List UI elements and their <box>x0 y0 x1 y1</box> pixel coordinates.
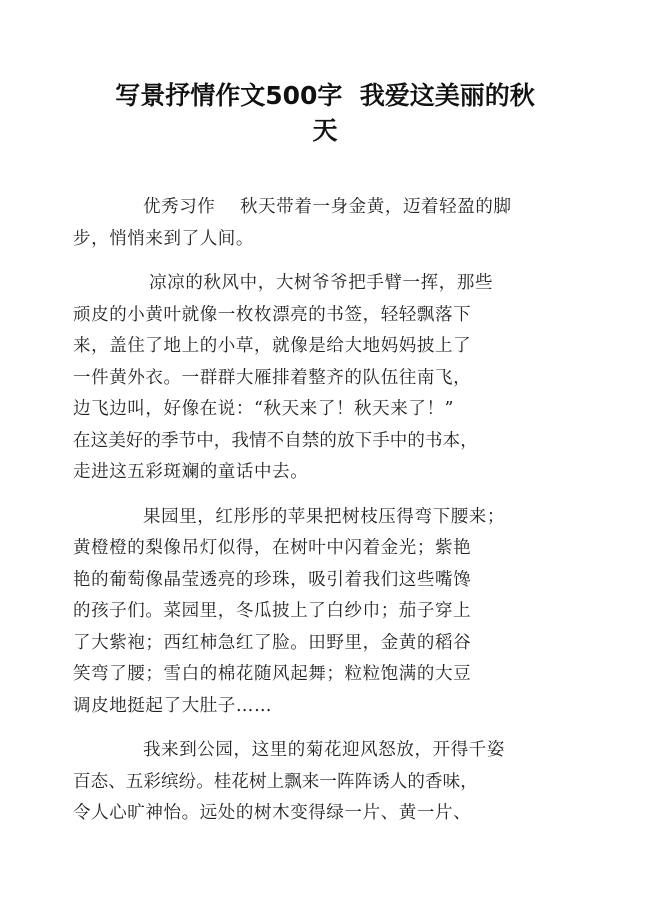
text-line: 凉凉的秋风中，大树爷爷把手臂一挥，那些 <box>143 273 494 293</box>
text-line: 我来到公园，这里的菊花迎风怒放，开得千姿 <box>143 740 505 760</box>
text-line: 艳的葡萄像晶莹透亮的珍珠，吸引着我们这些嘴馋 <box>73 569 472 590</box>
text-line: 步，悄悄来到了人间。 <box>73 228 254 249</box>
article-body <box>73 192 554 843</box>
text-line: 走进这五彩斑斓的童话中去。 <box>73 462 309 482</box>
title-line-1: 写景抒情作文500字 我爱这美丽的秋 <box>115 81 535 110</box>
document-title <box>60 78 590 148</box>
text-line: 来，盖住了地上的小草，就像是给大地妈妈披上了 <box>73 336 472 356</box>
text-line: 调皮地挺起了大肚子…… <box>73 695 273 716</box>
text-line: 在这美好的季节中，我情不自禁的放下手中的书本， <box>73 430 478 451</box>
text-line: 的孩子们。菜园里，冬瓜披上了白纱巾；茄子穿上 <box>73 601 472 621</box>
text-line: 笑弯了腰；雪白的棉花随风起舞；粒粒饱满的大豆 <box>73 664 472 684</box>
text-line: 顽皮的小黄叶就像一枚枚漂亮的书签，轻轻飘落下 <box>73 304 472 325</box>
text-line: 优秀习作 秋天带着一身金黄，迈着轻盈的脚 <box>143 197 512 217</box>
text-line: 了大紫袍；西红柿急红了脸。田野里，金黄的稻谷 <box>73 632 472 653</box>
text-line: 边飞边叫，好像在说：“秋天来了！秋天来了！” <box>73 399 455 419</box>
paragraph-3 <box>73 502 554 723</box>
paragraph-1 <box>73 192 554 255</box>
text-line: 果园里，红彤彤的苹果把树枝压得弯下腰来； <box>143 506 505 527</box>
paragraph-4 <box>73 735 554 830</box>
text-line: 一件黄外衣。一群群大雁排着整齐的队伍往南飞， <box>73 367 472 388</box>
paragraph-2 <box>73 268 554 489</box>
title-line-2: 天 <box>312 116 338 145</box>
text-line: 黄橙橙的梨像吊灯似得，在树叶中闪着金光；紫艳 <box>73 538 472 558</box>
text-line: 令人心旷神怡。远处的树木变得绿一片、黄一片、 <box>73 803 472 823</box>
text-line: 百态、五彩缤纷。桂花树上飘来一阵阵诱人的香味， <box>73 771 478 792</box>
